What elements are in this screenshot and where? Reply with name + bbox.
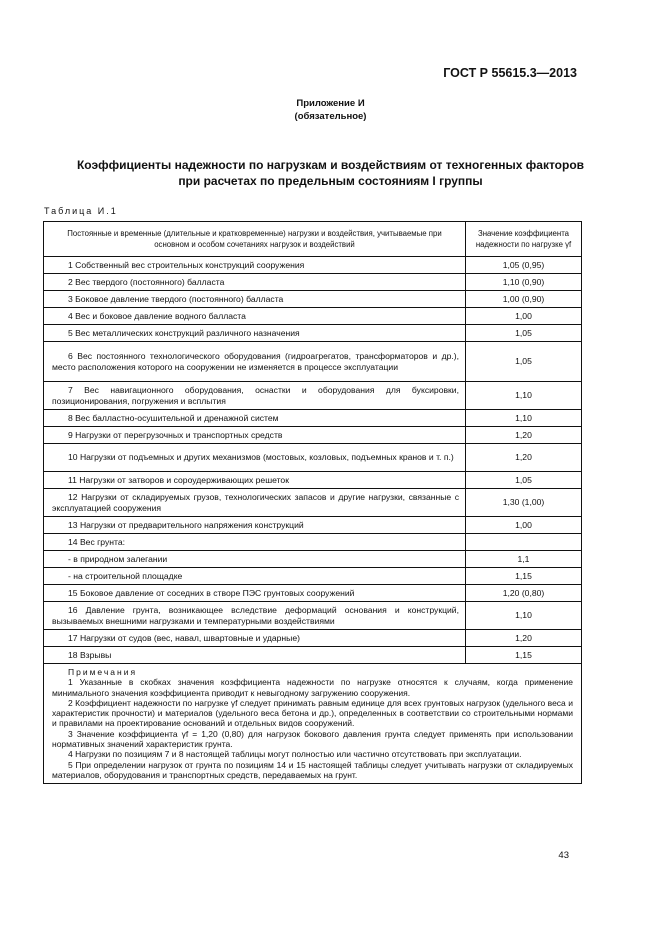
notes-cell — [44, 664, 582, 784]
row-value: 1,00 — [466, 308, 582, 325]
notes-title: Примечания — [68, 667, 138, 677]
row-text: 12 Нагрузки от складируемых грузов, технологических запасов и другие нагрузки, связанные с эксплуатацией сооружения — [44, 489, 466, 517]
row-value — [466, 534, 582, 551]
table-row — [44, 585, 582, 602]
row-value: 1,05 — [466, 325, 582, 342]
row-text: - на строительной площадке — [44, 568, 466, 585]
column-header-coefficient: Значение коэффициента надежности по нагрузке γf — [466, 222, 582, 257]
page-number: 43 — [558, 850, 569, 861]
row-text: 13 Нагрузки от предварительного напряжения конструкций — [44, 517, 466, 534]
standard-header: ГОСТ Р 55615.3—2013 — [443, 66, 577, 80]
column-header-loads: Постоянные и временные (длительные и кратковременные) нагрузки и воздействия, учитываемые при основном и особом сочетаниях нагрузок и воздействий — [44, 222, 466, 257]
table-row — [44, 517, 582, 534]
appendix-heading — [0, 97, 661, 123]
row-value: 1,10 (0,90) — [466, 274, 582, 291]
row-value: 1,10 — [466, 382, 582, 410]
row-value: 1,1 — [466, 551, 582, 568]
appendix-name: Приложение И — [296, 98, 365, 109]
row-value: 1,15 — [466, 647, 582, 664]
table-row — [44, 534, 582, 551]
table-row — [44, 647, 582, 664]
row-value: 1,00 — [466, 517, 582, 534]
row-value: 1,20 — [466, 427, 582, 444]
title-line-1: Коэффициенты надежности по нагрузкам и воздействиям от техногенных факторов — [76, 158, 585, 172]
notes-row — [44, 664, 582, 784]
note-item: 3 Значение коэффициента γf = 1,20 (0,80) для нагрузок бокового давления грунта следует применять при использовании нормативных значений характеристик грунта. — [52, 728, 573, 750]
row-text: 2 Вес твердого (постоянного) балласта — [44, 274, 466, 291]
table-row — [44, 602, 582, 630]
row-text: 9 Нагрузки от перегрузочных и транспортных средств — [44, 427, 466, 444]
table-header-row — [44, 222, 582, 257]
row-value: 1,30 (1,00) — [466, 489, 582, 517]
table-row — [44, 274, 582, 291]
row-text: 6 Вес постоянного технологического оборудования (гидроагрегатов, трансформаторов и др.), место расположения которого на сооружении не изменяется в процессе эксплуатации — [44, 342, 466, 382]
row-text: 8 Вес балластно-осушительной и дренажной систем — [44, 410, 466, 427]
row-text: 3 Боковое давление твердого (постоянного) балласта — [44, 291, 466, 308]
table-row — [44, 325, 582, 342]
table-row — [44, 551, 582, 568]
table-row — [44, 342, 582, 382]
row-text: 14 Вес грунта: — [44, 534, 466, 551]
row-text: 11 Нагрузки от затворов и сороудерживающих решеток — [44, 472, 466, 489]
table-row — [44, 444, 582, 472]
table-row — [44, 568, 582, 585]
table-row — [44, 630, 582, 647]
table-row — [44, 257, 582, 274]
table-row — [44, 410, 582, 427]
row-text: 1 Собственный вес строительных конструкций сооружения — [44, 257, 466, 274]
row-text: 16 Давление грунта, возникающее вследствие деформаций основания и конструкций, вызываемых внешними нагрузками и температурными воздействиями — [44, 602, 466, 630]
note-item: 4 Нагрузки по позициям 7 и 8 настоящей таблицы могут полностью или частично отсутствовать при эксплуатации. — [68, 749, 522, 760]
table-caption: Таблица И.1 — [44, 206, 118, 216]
row-text: 18 Взрывы — [44, 647, 466, 664]
table-row — [44, 382, 582, 410]
table-row — [44, 291, 582, 308]
row-text: 7 Вес навигационного оборудования, оснастки и оборудования для буксировки, позиционирования, погружения и всплытия — [44, 382, 466, 410]
row-value: 1,20 (0,80) — [466, 585, 582, 602]
row-value: 1,10 — [466, 410, 582, 427]
table-row — [44, 427, 582, 444]
row-value: 1,10 — [466, 602, 582, 630]
table-row — [44, 489, 582, 517]
row-text: 5 Вес металлических конструкций различного назначения — [44, 325, 466, 342]
row-value: 1,05 — [466, 342, 582, 382]
row-text: 15 Боковое давление от соседних в створе ПЭС грунтовых сооружений — [44, 585, 466, 602]
row-value: 1,00 (0,90) — [466, 291, 582, 308]
table-row — [44, 308, 582, 325]
row-value: 1,05 — [466, 472, 582, 489]
appendix-status: (обязательное) — [294, 111, 367, 122]
row-value: 1,05 (0,95) — [466, 257, 582, 274]
row-text: 10 Нагрузки от подъемных и других механизмов (мостовых, козловых, подъемных кранов и т. п.) — [44, 444, 466, 472]
note-item: 1 Указанные в скобках значения коэффициента надежности по нагрузке относятся к случаям, когда применение минимального значения коэффициента приводит к невыгодному загружению сооружения. — [52, 677, 573, 698]
row-text: 17 Нагрузки от судов (вес, навал, швартовные и ударные) — [44, 630, 466, 647]
title-line-2: при расчетах по предельным состояниям I группы — [178, 174, 483, 188]
coefficients-table — [43, 221, 582, 784]
document-title — [40, 157, 621, 189]
note-item: 2 Коэффициент надежности по нагрузке γf следует принимать равным единице для всех грунтовых нагрузок (удельного веса и характеристик прочности) и материалов (удельного веса бетона и др.), определенных в соответствии со строительными нормами и правилами на проектирование оснований и отдельных видов сооружений. — [52, 697, 573, 729]
table-row — [44, 472, 582, 489]
row-value: 1,20 — [466, 630, 582, 647]
row-value: 1,20 — [466, 444, 582, 472]
row-text: 4 Вес и боковое давление водного балласта — [44, 308, 466, 325]
row-text: - в природном залегании — [44, 551, 466, 568]
note-item: 5 При определении нагрузок от грунта по позициям 14 и 15 настоящей таблицы следует учитывать нагрузки от складируемых материалов, оборудования и транспортных средств, передаваемых на грунт. — [52, 759, 573, 780]
row-value: 1,15 — [466, 568, 582, 585]
